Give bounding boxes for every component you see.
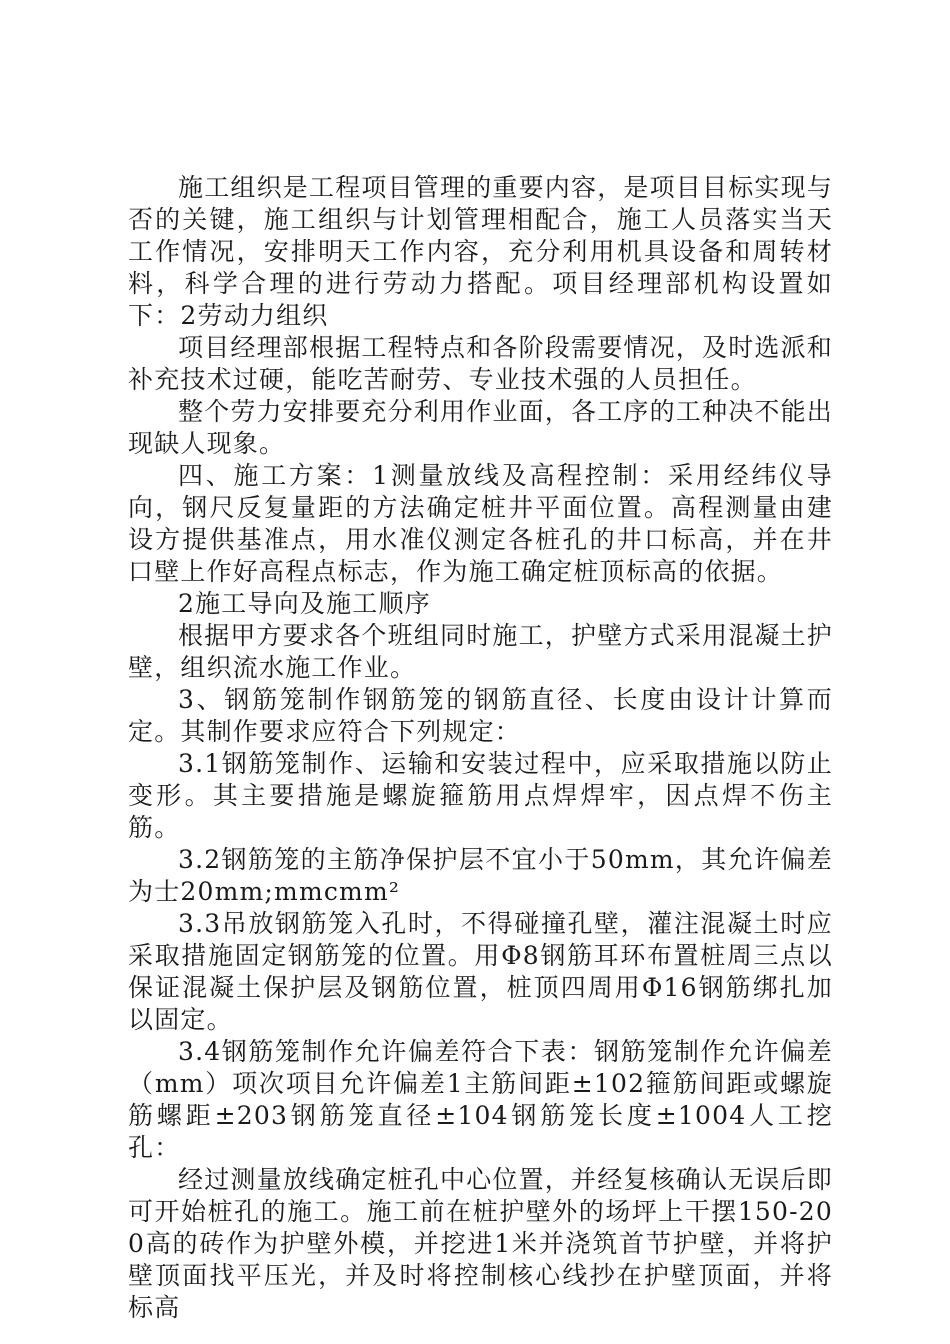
paragraph-team-construction: 根据甲方要求各个班组同时施工，护壁方式采用混凝土护壁，组织流水施工作业。 [128,621,834,682]
document-body [128,172,833,1324]
paragraph-rebar-cage-3-1: 3.1钢筋笼制作、运输和安装过程中，应采取措施以防止变形。其主要措施是螺旋箍筋用点焊焊牢，因点焊不伤主筋。 [128,749,833,842]
paragraph-pile-hole-excavation: 经过测量放线确定桩孔中心位置，并经复核确认无误后即可开始桩孔的施工。施工前在桩护壁外的场坪上干摆150-200高的砖作为护壁外模，并挖进1米并浇筑首节护壁，并将护壁顶面找平压光，并及时将控制核心线抄在护壁顶面，并将标高 [128,1165,834,1322]
paragraph-rebar-cage-3-4: 3.4钢筋笼制作允许偏差符合下表：钢筋笼制作允许偏差（mm）项次项目允许偏差1主筋间距±102箍筋间距或螺旋筋螺距±203钢筋笼直径±104钢筋笼长度±1004人工挖孔： [128,1037,833,1162]
paragraph-construction-sequence-heading: 2施工导向及施工顺序 [178,589,431,618]
paragraph-labor-arrangement: 整个劳力安排要充分利用作业面，各工序的工种决不能出现缺人现象。 [128,397,834,458]
paragraph-personnel-selection: 项目经理部根据工程特点和各阶段需要情况，及时选派和补充技术过硬，能吃苦耐劳、专业技术强的人员担任。 [128,333,834,394]
paragraph-construction-organization: 施工组织是工程项目管理的重要内容，是项目目标实现与否的关键，施工组织与计划管理相配合，施工人员落实当天工作情况，安排明天工作内容，充分利用机具设备和周转材料，科学合理的进行劳动力搭配。项目经理部机构设置如下：2劳动力组织 [128,173,834,330]
paragraph-rebar-cage-3-2: 3.2钢筋笼的主筋净保护层不宜小于50mm，其允许偏差为士20mm;mmcmm² [128,845,833,906]
paragraph-construction-plan-surveying: 四、施工方案：1测量放线及高程控制：采用经纬仪导向，钢尺反复量距的方法确定桩井平面位置。高程测量由建设方提供基准点，用水准仪测定各桩孔的井口标高，并在井口壁上作好高程点标志，作为施工确定桩顶标高的依据。 [128,461,833,586]
paragraph-rebar-cage-fabrication: 3、钢筋笼制作钢筋笼的钢筋直径、长度由设计计算而定。其制作要求应符合下列规定： [128,685,833,746]
paragraph-rebar-cage-3-3: 3.3吊放钢筋笼入孔时，不得碰撞孔壁，灌注混凝土时应采取措施固定钢筋笼的位置。用Φ8钢筋耳环布置桩周三点以保证混凝土保护层及钢筋位置，桩顶四周用Φ16钢筋绑扎加以固定。 [128,909,833,1034]
